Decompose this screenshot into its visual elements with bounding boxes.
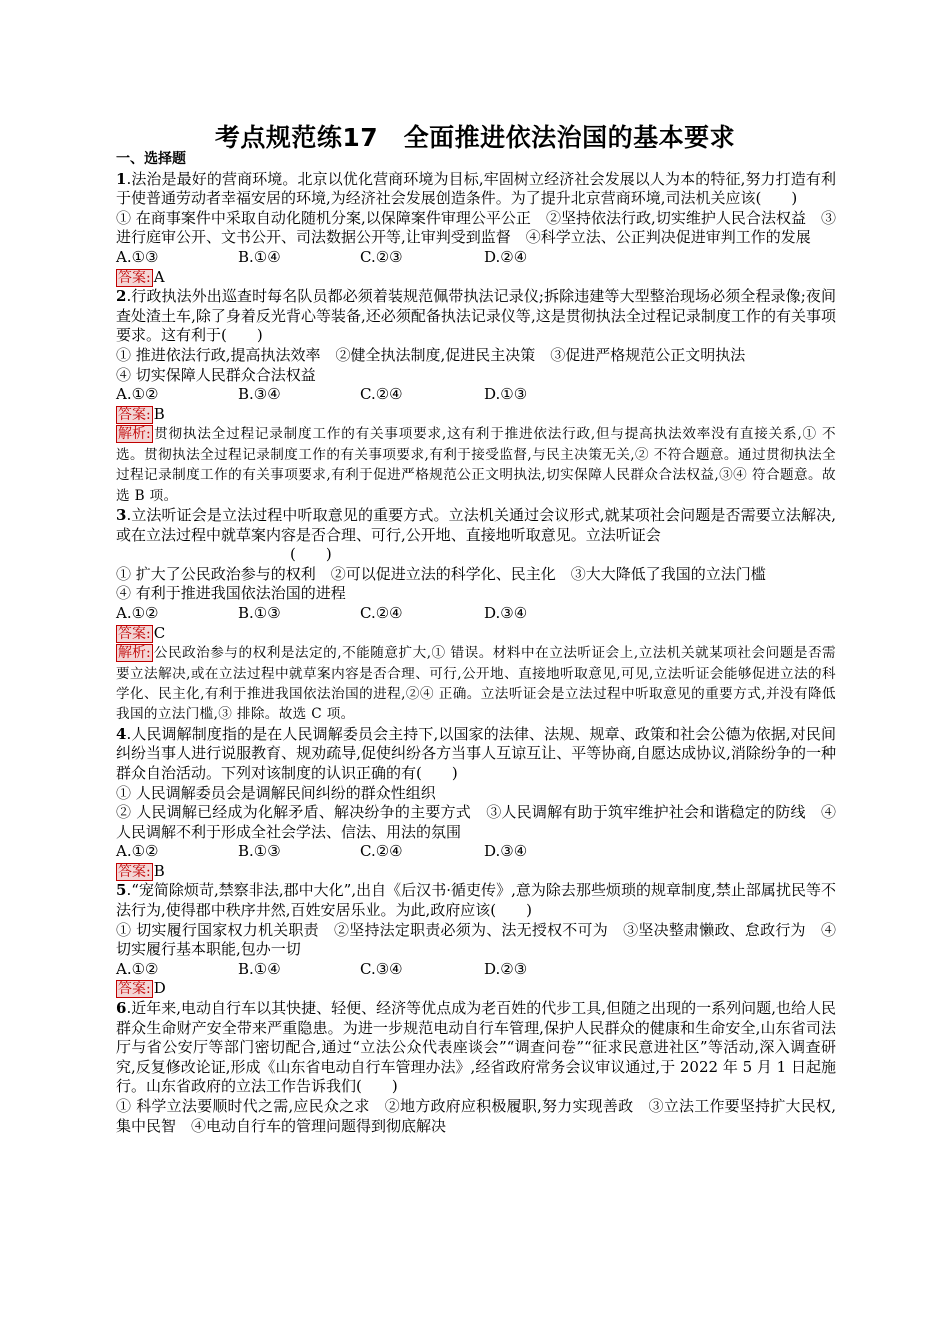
options-row [116,248,836,268]
question-stem: 4.人民调解制度指的是在人民调解委员会主持下,以国家的法律、法规、规章、政策和社会公德为依据,对民间纠纷当事人进行说服教育、规劝疏导,促使纠纷各方当事人互谅互让、平等协商,自愿达成协议,消除纷争的一种群众自治活动。下列对该制度的认识正确的有( ) [116,724,836,782]
statement: ① 切实履行国家权力机关职责 ②坚持法定职责必须为、法无授权不可为 ③坚决整肃懒政、怠政行为 ④切实履行基本职能,包办一切 [116,920,836,959]
analysis-block [116,424,836,506]
answer-tag: 答案: [118,269,151,286]
question-number: 3 [116,505,127,524]
option-c: C.②④ [360,842,403,861]
answer-line [116,268,836,288]
answer-tag: 答案: [118,625,151,642]
question-stem: 3.立法听证会是立法过程中听取意见的重要方式。立法机关通过会议形式,就某项社会问题是否需要立法解决,或在立法过程中就草案内容是否合理、可行,公开地、直接地听取意见。立法听证会 [116,505,836,544]
answer-line [116,624,836,644]
answer-line [116,862,836,882]
answer-value: A [153,267,165,286]
question-stem: 6.近年来,电动自行车以其快捷、轻便、经济等优点成为老百姓的代步工具,但随之出现的一系列问题,也给人民群众生命财产安全带来严重隐患。为进一步规范电动自行车管理,保护人民群众的健康和生命安全,山东省司法厅与省公安厅等部门密切配合,通过“立法公众代表座谈会”“调查问卷”“征求民意进社区”等活动,深入调查研究,反复修改论证,形成《山东省电动自行车管理办法》,经省政府常务会议审议通过,于 2022 年 5 月 1 日起施行。山东省政府的立法工作告诉我们( ) [116,999,836,1096]
question-stem: 1.法治是最好的营商环境。北京以优化营商环境为目标,牢固树立经济社会发展以人为本的特征,努力打造有利于使普通劳动者幸福安居的环境,为经济社会发展创造条件。为了提升北京营商环境,司法机关应该( ) [116,169,836,208]
option-b: B.①④ [238,247,281,266]
option-a: A.①② [116,842,159,861]
option-d: D.②③ [484,959,528,978]
option-b: B.③④ [238,385,281,404]
statement: ① 科学立法要顺时代之需,应民众之求 ②地方政府应积极履职,努力实现善政 ③立法工作要坚持扩大民权,集中民智 ④电动自行车的管理问题得到彻底解决 [116,1097,836,1135]
question-6 [116,999,836,1136]
question-stem: 2.行政执法外出巡查时每名队员都必须着装规范佩带执法记录仪;拆除违建等大型整治现场必须全程录像;夜间查处渣土车,除了身着反光背心等装备,还必须配备执法记录仪等,这是贯彻执法全过程记录制度工作的有关事项要求。这有利于( ) [116,287,836,345]
options-row [116,960,836,980]
answer-value: D [153,979,166,998]
question-5 [116,881,836,999]
question-3 [116,506,836,725]
option-d: D.③④ [484,842,528,861]
statement: ④ 有利于推进我国依法治国的进程 [116,584,346,603]
document-body [116,150,836,1136]
answer-tag: 答案: [118,981,151,998]
analysis-text: 贯彻执法全过程记录制度工作的有关事项要求,这有利于推进依法行政,但与提高执法效率没有直接关系,① 不选。贯彻执法全过程记录制度工作的有关事项要求,有利于接受监督,与民主决策无关,② 不符合题意。通过贯彻执法全过程记录制度工作的有关事项要求,有利于促进严格规范公正文明执法,切实保障人民群众合法权益,③④ 符合题意。故选 B 项。 [116,426,836,504]
question-number: 2 [116,287,127,306]
statement: ① 在商事案件中采取自动化随机分案,以保障案件审理公平公正 ②坚持依法行政,切实维护人民合法权益 ③进行庭审公开、文书公开、司法数据公开等,让审判受到监督 ④科学立法、公正判决促进审判工作的发展 [116,208,836,247]
options-row [116,842,836,862]
statement: ① 人民调解委员会是调解民间纠纷的群众性组织 [116,783,436,802]
question-stem: 5.“宠简除烦苛,禁察非法,郡中大化”,出自《后汉书·循吏传》,意为除去那些烦琐的规章制度,禁止部属扰民等不法行为,使得郡中秩序井然,百姓安居乐业。为此,政府应该( ) [116,881,836,920]
question-4 [116,725,836,882]
question-1 [116,170,836,288]
options-row [116,385,836,405]
option-d: D.②④ [484,247,528,266]
option-b: B.①④ [238,959,281,978]
answer-line [116,405,836,425]
answer-blank: ( ) [290,545,332,564]
answer-value: B [153,404,165,423]
option-c: C.②④ [360,603,403,622]
option-b: B.①③ [238,603,281,622]
option-c: C.②④ [360,385,403,404]
option-b: B.①③ [238,842,281,861]
analysis-text: 公民政治参与的权利是法定的,不能随意扩大,① 错误。材料中在立法听证会上,立法机关就某项社会问题是否需要立法解决,或在立法过程中就草案内容是否合理、可行,公开地、直接地听取意见,可见,立法听证会能够促进立法的科学化、民主化,有利于推进我国依法治国的进程,②④ 正确。立法听证会是立法过程中听取意见的重要方式,并没有降低我国的立法门槛,③ 排除。故选 C 项。 [116,645,836,723]
answer-value: B [153,861,165,880]
analysis-block [116,643,836,725]
question-number: 1 [116,169,127,188]
analysis-tag: 解析: [118,426,151,443]
question-2 [116,287,836,506]
statement: ① 推进依法行政,提高执法效率 ②健全执法制度,促进民主决策 ③促进严格规范公正文明执法 [116,345,746,364]
statement: ④ 切实保障人民群众合法权益 [116,365,316,384]
option-a: A.①② [116,603,159,622]
page-title: 考点规范练17 全面推进依法治国的基本要求 [214,123,736,152]
option-a: A.①② [116,959,159,978]
statement: ① 扩大了公民政治参与的权利 ②可以促进立法的科学化、民主化 ③大大降低了我国的立法门槛 [116,564,766,583]
option-d: D.③④ [484,603,528,622]
answer-tag: 答案: [118,863,151,880]
analysis-tag: 解析: [118,645,151,662]
answer-line [116,979,836,999]
question-number: 5 [116,881,127,900]
options-row [116,604,836,624]
option-c: C.②③ [360,247,403,266]
option-a: A.①② [116,385,159,404]
answer-tag: 答案: [118,406,151,423]
option-c: C.③④ [360,959,403,978]
section-heading: 一、选择题 [116,151,186,167]
statement: ② 人民调解已经成为化解矛盾、解决纷争的主要方式 ③人民调解有助于筑牢维护社会和谐稳定的防线 ④人民调解不利于形成全社会学法、信法、用法的氛围 [116,803,836,841]
question-number: 6 [116,999,127,1018]
question-number: 4 [116,724,127,743]
answer-value: C [153,623,166,642]
option-d: D.①③ [484,385,528,404]
option-a: A.①③ [116,247,159,266]
